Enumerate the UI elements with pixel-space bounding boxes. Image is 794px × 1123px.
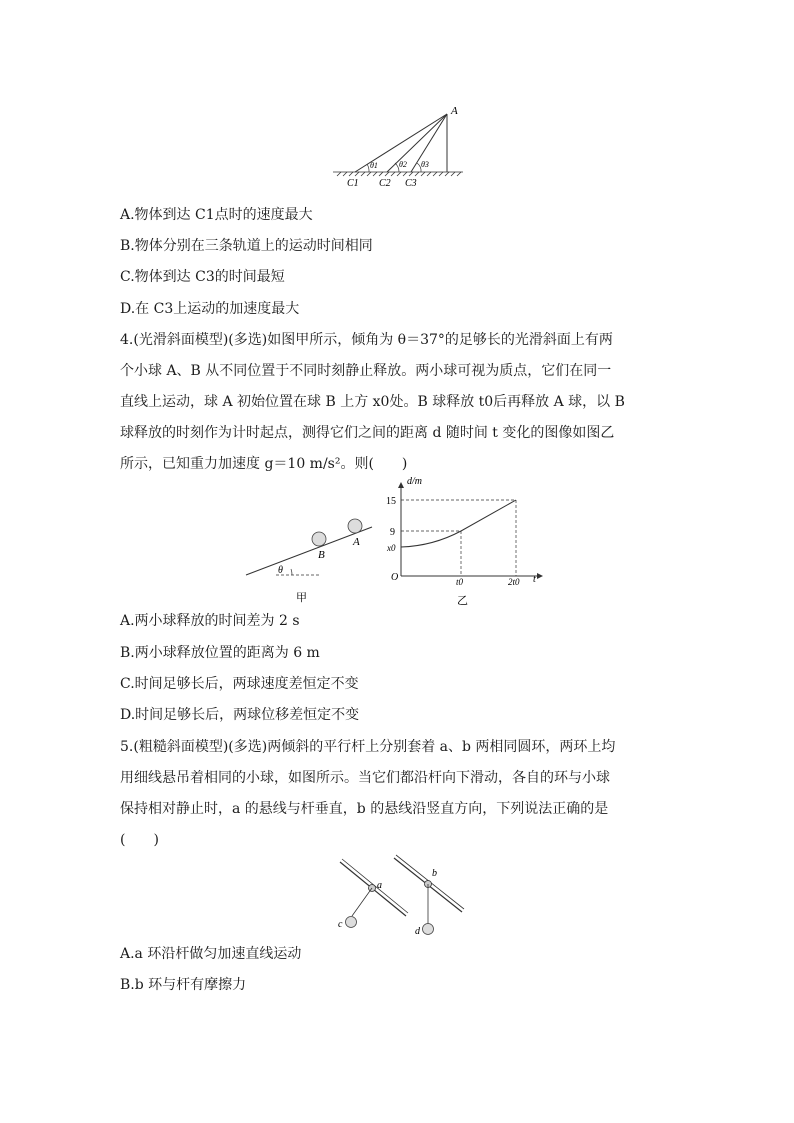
theta3-label: θ3 xyxy=(421,160,429,169)
point-a-label: A xyxy=(451,105,458,117)
ball-a-label: A xyxy=(353,536,360,548)
q5-option-a: A.a 环沿杆做匀加速直线运动 xyxy=(120,946,302,962)
q5-stem-line3: 保持相对静止时，a 的悬线与杆垂直，b 的悬线沿竖直方向，下列说法正确的是 xyxy=(120,801,609,817)
q4-option-d: D.时间足够长后，两球位移差恒定不变 xyxy=(120,707,360,723)
y-tick-15: 15 xyxy=(386,496,396,507)
theta2-label: θ2 xyxy=(399,160,407,169)
ball-c xyxy=(346,917,357,928)
q4-option-a: A.两小球释放的时间差为 2 s xyxy=(120,613,300,629)
string-a xyxy=(352,888,372,916)
distance-curve xyxy=(401,500,516,547)
y-tick-x0: x0 xyxy=(387,543,396,553)
y-tick-9: 9 xyxy=(390,527,395,538)
q5-stem-line1: 5.(粗糙斜面模型)(多选)两倾斜的平行杆上分别套着 a、b 两相同圆环，两环上均 xyxy=(120,739,616,755)
q3-option-a: A.物体到达 C1点时的速度最大 xyxy=(120,207,313,223)
ball-b xyxy=(312,532,326,546)
q5-stem-line4: ( ) xyxy=(120,832,159,848)
q5-option-b: B.b 环与杆有摩擦力 xyxy=(120,977,247,993)
y-axis-label: d/m xyxy=(407,476,422,487)
ground-hatching xyxy=(333,172,463,176)
ball-d-label: d xyxy=(415,926,420,937)
ball-c-label: c xyxy=(338,919,343,930)
incline-balls-figure-jia xyxy=(240,505,380,605)
x-tick-t0: t0 xyxy=(456,577,464,587)
q3-option-d: D.在 C3上运动的加速度最大 xyxy=(120,301,300,317)
q4-stem-line5: 所示，已知重力加速度 g＝10 m/s²。则( ) xyxy=(120,456,408,472)
caption-jia: 甲 xyxy=(296,592,307,604)
c3-label: C3 xyxy=(405,178,417,189)
x-axis-label: t xyxy=(533,574,536,585)
ball-d xyxy=(423,924,434,935)
incline-surface xyxy=(246,527,372,575)
incline-tracks-figure xyxy=(325,100,475,192)
q3-option-b: B.物体分别在三条轨道上的运动时间相同 xyxy=(120,238,373,254)
distance-time-graph-yi xyxy=(385,470,550,610)
x-tick-2t0: 2t0 xyxy=(508,577,520,587)
q5-stem-line2: 用细线悬吊着相同的小球，如图所示。当它们都沿杆向下滑动，各自的环与小球 xyxy=(120,770,610,786)
c1-label: C1 xyxy=(347,178,359,189)
origin-label: O xyxy=(391,572,399,583)
rings-on-rods-figure xyxy=(330,852,470,942)
q4-stem-line4: 球释放的时刻作为计时起点，测得它们之间的距离 d 随时间 t 变化的图像如图乙 xyxy=(120,425,615,441)
ring-a-label: a xyxy=(377,880,382,891)
theta1-label: θ1 xyxy=(370,161,378,170)
ball-a xyxy=(348,519,362,533)
ring-b-label: b xyxy=(432,868,437,879)
q4-stem-line1: 4.(光滑斜面模型)(多选)如图甲所示，倾角为 θ＝37°的足够长的光滑斜面上有两 xyxy=(120,332,613,348)
q3-option-c: C.物体到达 C3的时间最短 xyxy=(120,269,285,285)
caption-yi: 乙 xyxy=(457,595,468,607)
angle-theta-label: θ xyxy=(278,565,283,576)
q4-option-b: B.两小球释放位置的距离为 6 m xyxy=(120,645,320,661)
q4-stem-line2: 个小球 A、B 从不同位置于不同时刻静止释放。两小球可视为质点，它们在同一 xyxy=(120,363,612,379)
q4-option-c: C.时间足够长后，两球速度差恒定不变 xyxy=(120,676,359,692)
ball-b-label: B xyxy=(318,549,325,561)
c2-label: C2 xyxy=(379,178,391,189)
q4-stem-line3: 直线上运动，球 A 初始位置在球 B 上方 x0处。B 球释放 t0后再释放 A 球，以 B xyxy=(120,394,625,410)
